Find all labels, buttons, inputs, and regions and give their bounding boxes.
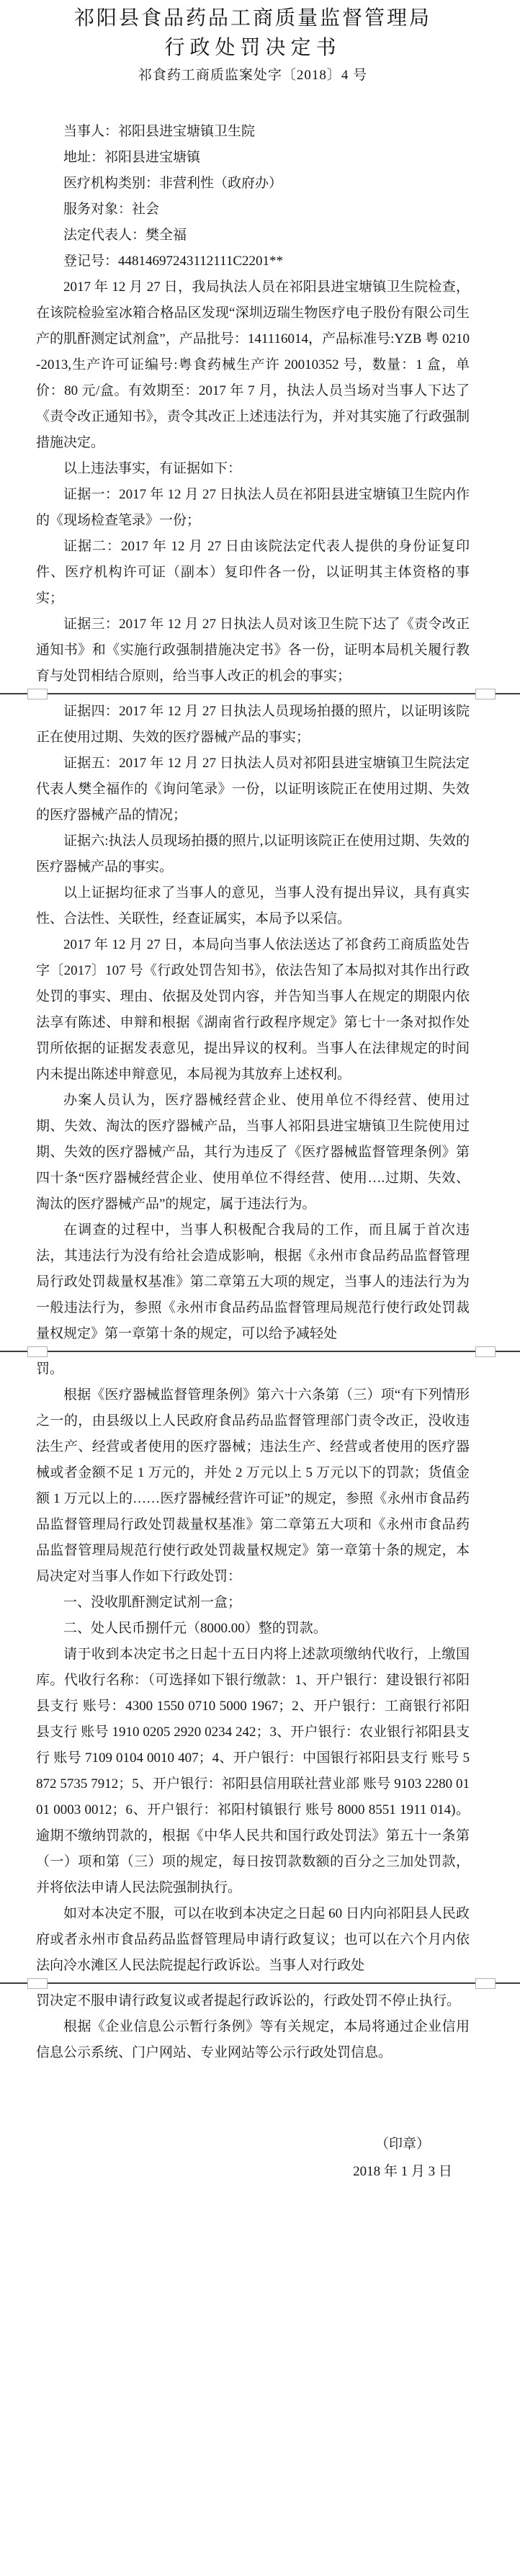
body-paragraph: 如对本决定不服，可以在收到本决定之日起 60 日内向祁阳县人民政府或者永州市食品药品监督管理局申请行政复议；也可以在六个月内依法向冷水滩区人民法院提起行政诉讼。当事人对行政处 xyxy=(36,1906,470,1973)
body-paragraph: 办案人员认为，医疗器械经营企业、使用单位不得经营、使用过期、失效、淘汰的医疗器械产品，当事人祁阳县进宝塘镇卫生院使用过期、失效的医疗器械产品，其行为违反了《医疗器械监督管理条例》第四十条“医疗器械经营企业、使用单位不得经营、使用….过期、失效、淘汰的医疗器械产品”的规定，属于违法行为。 xyxy=(36,1093,470,1212)
page-break-separator xyxy=(0,1347,520,1356)
page-break-line xyxy=(0,693,520,694)
document-title-line1: 祁阳县食品药品工商质量监督管理局 xyxy=(73,7,431,30)
body-paragraph: 2017 年 12 月 27 日，我局执法人员在祁阳县进宝塘镇卫生院检查，在该院检验室冰箱合格品区发现“深圳迈瑞生物医疗电子股份有限公司生产的肌酐测定试剂盒”，产品批号：141116014，产品标准号:YZB 粤 0210-2013,生产许可证编号:粤食药械生产许 20010352 号，数量：1 盒，单价：80 元/盒。有效期至：2017 年 7 月，执法人员当场对当事人下达了《责令改正通知书》，责令其改正上述违法行为，并对其实施了行政强制措施决定。 xyxy=(36,279,470,450)
page-margin-mark-left xyxy=(27,1346,48,1357)
body-paragraph: 以上证据均征求了当事人的意见，当事人没有提出异议，具有真实性、合法性、关联性，经查证属实，本局予以采信。 xyxy=(36,885,470,926)
body-paragraph: 请于收到本决定书之日起十五日内将上述款项缴纳代收行，上缴国库。代收行名称：（可选择如下银行缴款：1、开户银行：建设银行祁阳县支行 账号：4300 1550 0710 5000 1967；2、开户银行：工商银行祁阳县支行 账号 1910 0205 2920 0234 242；3、开户银行：农业银行祁阳县支行 账号 7109 0104 0010 407；4、开户银行：中国银行祁阳县支行 账号 5872 5735 7912；5、开户银行：祁阳县信用联社营业部 账号 9103 2280 0101 0003 0012；6、开户银行：祁阳村镇银行 账号 8000 8551 1911 014)。逾期不缴纳罚款的，根据《中华人民共和国行政处罚法》第五十一条第（一）项和第（三）项的规定，每日按罚款数额的百分之三加处罚款，并将依法申请人民法院强制执行。 xyxy=(36,1647,470,1895)
document-title-line2: 行政处罚决定书 xyxy=(164,37,341,59)
title-body-spacer xyxy=(36,89,470,119)
document-content xyxy=(36,0,470,2186)
body-paragraph: 证据四：2017 年 12 月 27 日执法人员现场拍摄的照片，以证明该院正在使用过期、失效的医疗器械产品的事实； xyxy=(36,704,470,745)
body-paragraph: 根据《医疗器械监督管理条例》第六十六条第（三）项“有下列情形之一的，由县级以上人民政府食品药品监督管理部门责令改正，没收违法生产、经营或者使用的医疗器械；违法生产、经营或者使用的医疗器械或者金额不足 1 万元的，并处 2 万元以上 5 万元以下的罚款；货值金额 1 万元以上的……医疗器械经营许可证”的规定，参照《永州市食品药品监督管理局行政处罚裁量权基准》第二章第五大项和《永州市食品药品监督管理局规范行使行政处罚裁量权规定》第一章第十条的规定，本局决定对当事人作如下行政处罚： xyxy=(36,1387,470,1584)
party-info-line: 登记号：44814697243112111C2201** xyxy=(63,254,284,269)
body-paragraph: 证据三：2017 年 12 月 27 日执法人员对该卫生院下达了《责令改正通知书》和《实施行政强制措施决定书》各一份，证明本局机关履行教育与处罚相结合原则，给当事人改正的机会的事实； xyxy=(36,617,470,684)
document-body xyxy=(36,274,470,2066)
body-paragraph: 证据一：2017 年 12 月 27 日执法人员在祁阳县进宝塘镇卫生院内作的《现场检查笔录》一份； xyxy=(36,487,470,528)
body-paragraph: 证据五：2017 年 12 月 27 日执法人员对祁阳县进宝塘镇卫生院法定代表人樊全福作的《询问笔录》一份，以证明该院正在使用过期、失效的医疗器械产品的情况； xyxy=(36,756,470,823)
party-info-line: 法定代表人：樊全福 xyxy=(63,228,187,243)
page-margin-mark-left xyxy=(27,1978,48,1989)
document-number: 祁食药工商质监案处字〔2018〕4 号 xyxy=(138,68,368,83)
page-break-line xyxy=(0,1351,520,1352)
body-paragraph: 在调查的过程中，当事人积极配合我局的工作，而且属于首次违法，其违法行为没有给社会造成影响，根据《永州市食品药品监督管理局行政处罚裁量权基准》第二章第五大项的规定，当事人的违法行为为一般违法行为，参照《永州市食品药品监督管理局规范行使行政处罚裁量权规定》第一章第十条的规定，可以给予减轻处 xyxy=(36,1222,470,1341)
body-paragraph: 以上违法事实，有证据如下： xyxy=(63,461,242,476)
signature-block xyxy=(337,2131,468,2186)
party-info-section xyxy=(36,119,470,274)
body-paragraph: 证据二：2017 年 12 月 27 日由该院法定代表人提供的身份证复印件、医疗机构许可证（副本）复印件各一份，以证明其主体资格的事实； xyxy=(36,539,470,606)
page-margin-mark-right xyxy=(475,1978,496,1989)
page-margin-mark-right xyxy=(475,1346,496,1357)
body-paragraph: 根据《企业信息公示暂行条例》等有关规定，本局将通过企业信用信息公示系统、门户网站、专业网站等公示行政处罚信息。 xyxy=(36,2019,470,2060)
party-info-line: 当事人：祁阳县进宝塘镇卫生院 xyxy=(63,124,256,139)
body-paragraph: 证据六:执法人员现场拍摄的照片,以证明该院正在使用过期、失效的医疗器械产品的事实。 xyxy=(36,833,470,875)
page-break-separator xyxy=(0,689,520,699)
body-paragraph: 罚。 xyxy=(36,1361,64,1377)
party-info-line: 医疗机构类别：非营利性（政府办） xyxy=(63,176,283,191)
page-break-line xyxy=(0,1982,520,1984)
body-paragraph: 二、处人民币捌仟元（8000.00）整的罚款。 xyxy=(63,1621,327,1636)
party-info-line: 服务对象：社会 xyxy=(63,202,160,217)
seal-placeholder: （印章） xyxy=(375,2137,430,2152)
body-paragraph: 罚决定不服申请行政复议或者提起行政诉讼的，行政处罚不停止执行。 xyxy=(36,1993,461,2008)
party-info-line: 地址：祁阳县进宝塘镇 xyxy=(63,150,201,165)
page-margin-mark-left xyxy=(27,689,48,699)
body-paragraph: 2017 年 12 月 27 日，本局向当事人依法送达了祁食药工商质监处告字〔2017〕107 号《行政处罚告知书》，依法告知了本局拟对其作出行政处罚的事实、理由、依据及处罚内容，并告知当事人在规定的期限内依法享有陈述、申辩和根据《湖南省行政程序规定》第七十一条对拟作处罚所依据的证据发表意见，提出异议的权利。当事人在法律规定的时间内未提出陈述申辩意见，本局视为其放弃上述权利。 xyxy=(36,937,470,1082)
page-break-separator xyxy=(0,1979,520,1988)
body-paragraph: 一、没收肌酐测定试剂一盒； xyxy=(63,1595,242,1610)
page-margin-mark-right xyxy=(475,689,496,699)
decision-date: 2018 年 1 月 3 日 xyxy=(353,2164,452,2179)
